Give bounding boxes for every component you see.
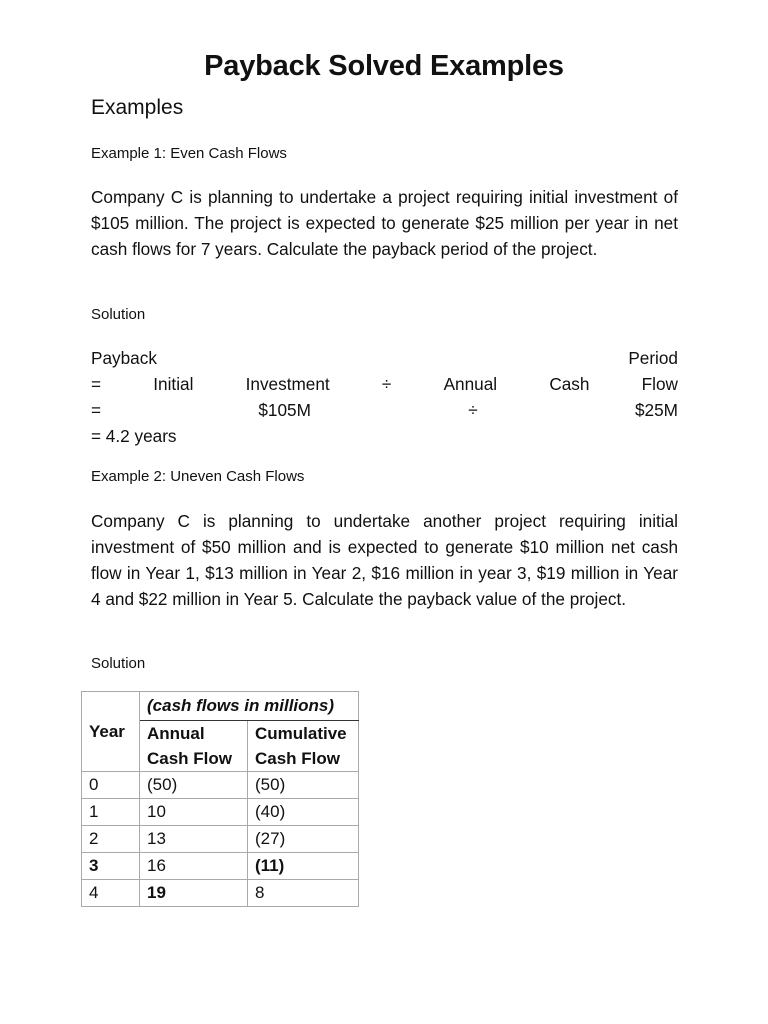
formula-line-2 <box>91 371 678 397</box>
table-header-row <box>82 692 359 721</box>
table-row <box>82 772 359 799</box>
annual-cell: 13 <box>140 826 248 853</box>
formula-word: = <box>91 400 102 420</box>
formula-line-1 <box>91 345 678 371</box>
cumulative-cell: (50) <box>248 772 359 799</box>
formula-word: Period <box>628 348 678 368</box>
cash-flows-group-header: (cash flows in millions) <box>140 692 359 721</box>
table-row <box>82 880 359 907</box>
formula-word: Annual <box>443 374 498 394</box>
formula-word: Cash <box>549 374 590 394</box>
cumulative-cell: 8 <box>248 880 359 907</box>
year-cell: 4 <box>82 880 140 907</box>
annual-cell: (50) <box>140 772 248 799</box>
cumulative-cell: (40) <box>248 799 359 826</box>
table-row <box>82 799 359 826</box>
table-row <box>82 826 359 853</box>
annual-cell: 16 <box>140 853 248 880</box>
formula-line-4: = 4.2 years <box>91 426 177 446</box>
cash-flow-table <box>81 691 359 907</box>
example1-paragraph: Company C is planning to undertake a project requiring initial investment of $105 million. The project is expected to generate $25 million per year in net cash flows for 7 years. Calculate the payback period of the project. <box>91 187 678 259</box>
year-cell: 0 <box>82 772 140 799</box>
year-cell: 1 <box>82 799 140 826</box>
example1-heading: Example 1: Even Cash Flows <box>91 145 287 162</box>
year-cell: 3 <box>82 853 140 880</box>
formula-word: $105M <box>258 400 311 420</box>
formula-word: ÷ <box>381 374 392 394</box>
example2-solution-label: Solution <box>91 655 146 672</box>
formula-word: $25M <box>634 400 678 420</box>
annual-cell: 10 <box>140 799 248 826</box>
formula-line-3 <box>91 397 678 423</box>
formula-word: Payback <box>91 348 157 368</box>
formula-word: = <box>91 374 102 394</box>
cumulative-cell: (11) <box>248 853 359 880</box>
example2-paragraph: Company C is planning to undertake another project requiring initial investment of $50 million and is expected to generate $10 million net cash flow in Year 1, $13 million in Year 2, $16 million in year 3, $19 million in Year 4 and $22 million in Year 5. Calculate the payback value of the project. <box>91 511 678 609</box>
year-cell: 2 <box>82 826 140 853</box>
example2-heading: Example 2: Uneven Cash Flows <box>91 468 305 485</box>
formula-word: Investment <box>245 374 330 394</box>
year-column-header: Year <box>82 692 140 772</box>
example1-solution-label: Solution <box>91 306 146 323</box>
formula-word: Flow <box>641 374 678 394</box>
table-row <box>82 853 359 880</box>
cumulative-cash-flow-header: Cumulative Cash Flow <box>248 721 359 772</box>
formula-word: Initial <box>153 374 194 394</box>
section-heading: Examples <box>91 96 184 119</box>
page-title: Payback Solved Examples <box>204 50 564 82</box>
cumulative-cell: (27) <box>248 826 359 853</box>
annual-cash-flow-header: Annual Cash Flow <box>140 721 248 772</box>
annual-cell: 19 <box>140 880 248 907</box>
formula-word: ÷ <box>468 400 478 420</box>
